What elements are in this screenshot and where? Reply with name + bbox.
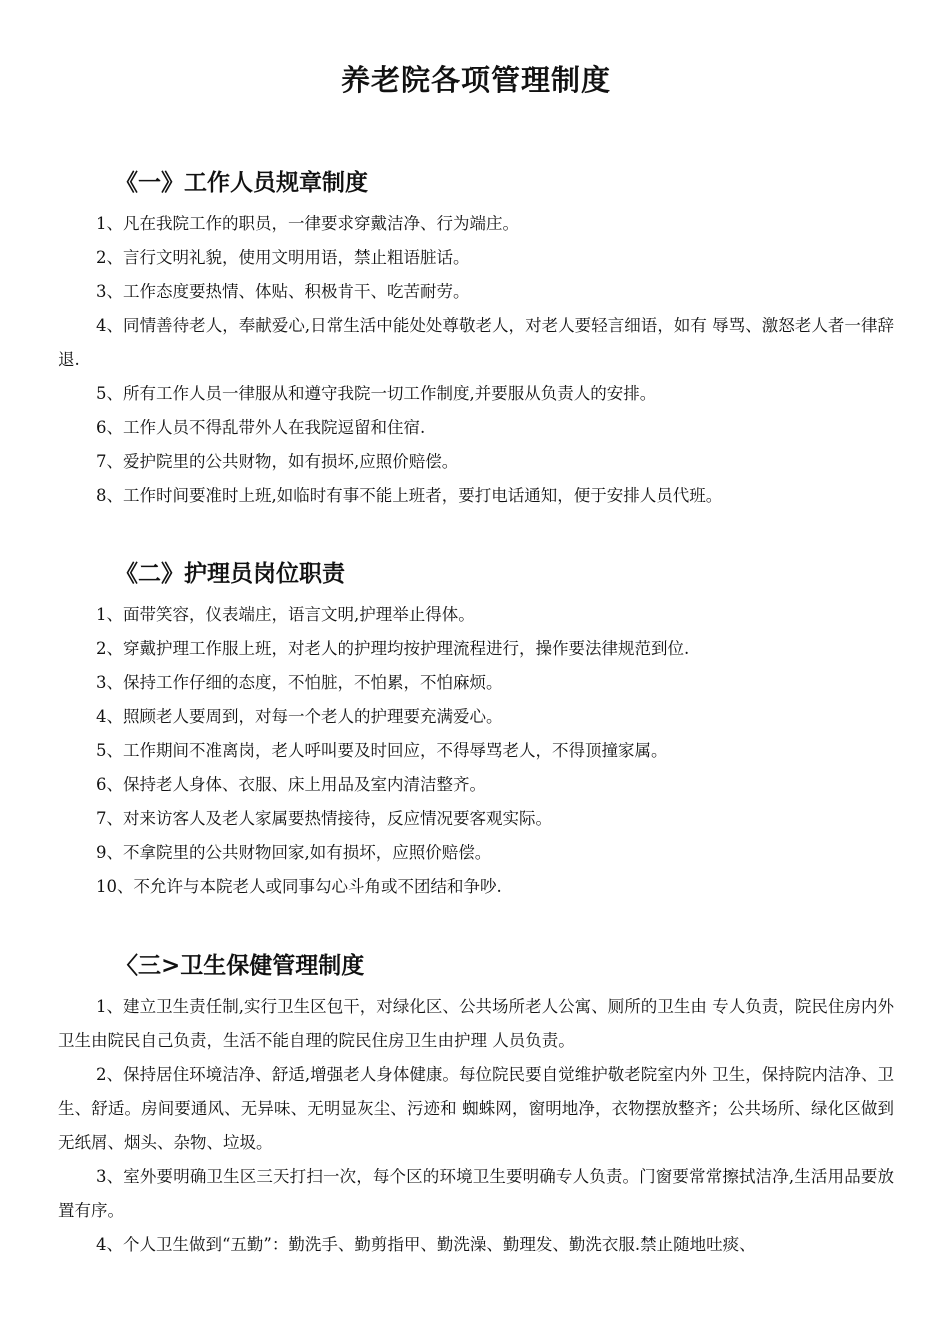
list-item: 3、保持工作仔细的态度，不怕脏，不怕累，不怕麻烦。 (96, 673, 503, 692)
section-heading: 《一》工作人员规章制度 (115, 169, 368, 196)
list-item: 8、工作时间要准时上班,如临时有事不能上班者，要打电话通知，便于安排人员代班。 (96, 486, 723, 505)
section-hygiene-rules (58, 948, 894, 1262)
list-item: 5、工作期间不准离岗，老人呼叫要及时回应，不得辱骂老人，不得顶撞家属。 (96, 741, 668, 760)
list-item: 5、所有工作人员一律服从和遵守我院一切工作制度,并要服从负责人的安排。 (96, 384, 657, 403)
list-item: 2、保持居住环境洁净、舒适,增强老人身体健康。每位院民要自觉维护敬老院室内外 卫生，保持院内洁净、卫生、舒适。房间要通风、无异味、无明显灰尘、污迹和 蜘蛛网，窗明地净，衣物摆放整齐；公共场所、绿化区做到无纸屑、烟头、杂物、垃圾。 (58, 1065, 894, 1152)
list-item: 4、照顾老人要周到，对每一个老人的护理要充满爱心。 (96, 707, 503, 726)
list-item: 1、建立卫生责任制,实行卫生区包干，对绿化区、公共场所老人公寓、厕所的卫生由 专人负责，院民住房内外卫生由院民自己负责，生活不能自理的院民住房卫生由护理 人员负责。 (58, 997, 894, 1050)
list-item: 4、同情善待老人，奉献爱心,日常生活中能处处尊敬老人，对老人要轻言细语，如有 辱骂、激怒老人者一律辞退. (58, 316, 894, 369)
list-item: 7、爱护院里的公共财物，如有损坏,应照价赔偿。 (96, 452, 459, 471)
section-caregiver-duties (58, 556, 894, 904)
list-item: 1、凡在我院工作的职员，一律要求穿戴洁净、行为端庄。 (96, 214, 519, 233)
section-heading: 〈三>卫生保健管理制度 (115, 952, 365, 979)
list-item: 2、穿戴护理工作服上班，对老人的护理均按护理流程进行，操作要法律规范到位. (96, 639, 690, 658)
list-item: 6、工作人员不得乱带外人在我院逗留和住宿. (96, 418, 426, 437)
list-item: 9、不拿院里的公共财物回家,如有损坏，应照价赔偿。 (96, 843, 492, 862)
list-item: 1、面带笑容，仪表端庄，语言文明,护理举止得体。 (96, 605, 475, 624)
list-item: 3、工作态度要热情、体贴、积极肯干、吃苦耐劳。 (96, 282, 470, 301)
list-item: 3、室外要明确卫生区三天打扫一次，每个区的环境卫生要明确专人负责。门窗要常常擦拭洁净,生活用品要放置有序。 (58, 1167, 894, 1220)
list-item: 4、个人卫生做到“五勤”：勤洗手、勤剪指甲、勤洗澡、勤理发、勤洗衣服.禁止随地吐痰、 (96, 1235, 756, 1254)
list-item: 7、对来访客人及老人家属要热情接待，反应情况要客观实际。 (96, 809, 552, 828)
document-title: 养老院各项管理制度 (340, 63, 611, 97)
list-item: 2、言行文明礼貌，使用文明用语，禁止粗语脏话。 (96, 248, 470, 267)
section-heading: 《二》护理员岗位职责 (115, 560, 345, 587)
list-item: 6、保持老人身体、衣服、床上用品及室内清洁整齐。 (96, 775, 486, 794)
section-staff-rules (58, 165, 894, 513)
list-item: 10、不允许与本院老人或同事勾心斗角或不团结和争吵. (96, 877, 502, 896)
